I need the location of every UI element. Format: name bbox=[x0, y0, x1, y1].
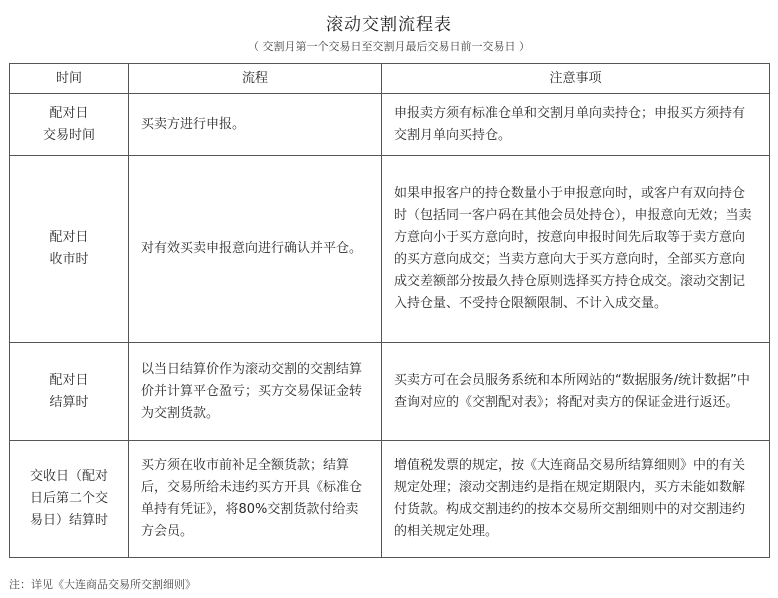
table-subtitle: （ 交割月第一个交易日至交割月最后交易日前一交易日 ） bbox=[248, 40, 530, 53]
header-flow: 流程 bbox=[129, 64, 382, 94]
table-row bbox=[10, 94, 770, 156]
delivery-process-table bbox=[9, 63, 770, 558]
time-line: 配对日 bbox=[49, 372, 89, 388]
table-row bbox=[10, 343, 770, 441]
table-title: 滚动交割流程表 bbox=[326, 15, 452, 35]
table-row bbox=[10, 156, 770, 343]
header-time: 时间 bbox=[10, 64, 129, 94]
notes-cell: 增值税发票的规定，按《大连商品交易所结算细则》中的有关规定处理；滚动交割违约是指在规定期限内，买方未能如数解付货款。构成交割违约的按本交易所交割细则中的对交割违约的相关规定处理。 bbox=[382, 441, 770, 558]
time-line: 配对日 bbox=[49, 230, 89, 245]
notes-cell: 申报卖方须有标准仓单和交割月单向卖持仓；申报买方须持有交割月单向买持仓。 bbox=[382, 94, 770, 156]
time-line: 交易时间 bbox=[42, 127, 95, 143]
time-cell bbox=[10, 156, 129, 343]
notes-cell: 买卖方可在会员服务系统和本所网站的“数据服务/统计数据”中查询对应的《交割配对表》；将配对卖方的保证金进行返还。 bbox=[382, 343, 770, 441]
time-cell bbox=[10, 441, 129, 558]
time-cell bbox=[10, 343, 129, 441]
notes-cell: 如果申报客户的持仓数量小于申报意向时，或客户有双向持仓时（包括同一客户码在其他会员处持仓），申报意向无效；当卖方意向小于买方意向时，按意向申报时间先后取等于卖方意向的买方意向成交；当卖方意向大于买方意向时，全部买方意向成交差额部分按最久持仓原则选择买方持仓成交。滚动交割记入持仓量、不受持仓限额限制、不计入成交量。 bbox=[382, 156, 770, 343]
flow-cell: 买方须在收市前补足全额货款；结算后，交易所给未违约买方开具《标准仓单持有凭证》，将80%交割货款付给卖方会员。 bbox=[129, 441, 382, 558]
flow-cell: 对有效买卖申报意向进行确认并平仓。 bbox=[129, 156, 382, 343]
time-line: 配对日 bbox=[49, 105, 89, 121]
time-line: 收市时 bbox=[49, 252, 89, 267]
time-line: 日后第二个交 bbox=[29, 491, 108, 506]
table-row bbox=[10, 441, 770, 558]
time-line: 易日）结算时 bbox=[29, 513, 108, 528]
time-line: 结算时 bbox=[49, 394, 89, 410]
time-line: 交收日（配对 bbox=[29, 469, 108, 484]
header-row bbox=[10, 64, 770, 94]
flow-cell: 买卖方进行申报。 bbox=[129, 94, 382, 156]
flow-cell: 以当日结算价作为滚动交割的交割结算价并计算平仓盈亏；买方交易保证金转为交割货款。 bbox=[129, 343, 382, 441]
time-cell bbox=[10, 94, 129, 156]
header-notes: 注意事项 bbox=[382, 64, 770, 94]
footnote: 注：详见《大连商品交易所交割细则》 bbox=[9, 578, 196, 591]
